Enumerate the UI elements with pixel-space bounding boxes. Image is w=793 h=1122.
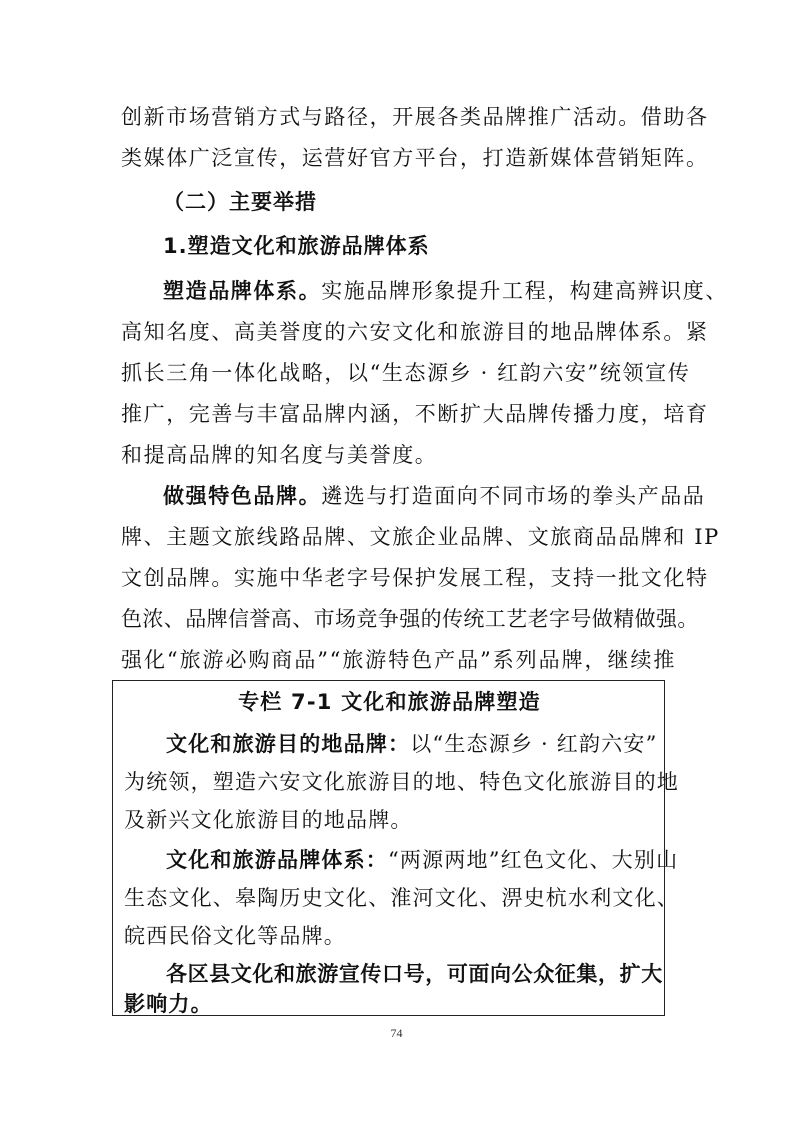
box-line: 及新兴文化旅游目的地品牌。 — [124, 808, 413, 832]
feature-column-box — [112, 680, 679, 1016]
body-line: 色浓、品牌信誉高、市场竞争强的传统工艺老字号做精做强。 — [121, 607, 699, 631]
paragraph-text: 实施品牌形象提升工程，构建高辨识度、 — [321, 279, 729, 303]
body-line: 高知名度、高美誉度的六安文化和旅游目的地品牌体系。紧 — [121, 320, 709, 344]
box-bold-line: 影响力。 — [124, 992, 213, 1016]
box-title: 专栏 7-1 文化和旅游品牌塑造 — [238, 690, 541, 714]
body-line: 和提高品牌的知名度与美誉度。 — [121, 443, 438, 467]
paragraph-first-line — [121, 483, 706, 509]
paragraph-lead: 塑造品牌体系。 — [163, 279, 322, 303]
box-line: 皖西民俗文化等品牌。 — [124, 924, 346, 948]
box-item-text: 以“生态源乡 · 红韵六安” — [410, 732, 658, 756]
section-heading: （二）主要举措 — [163, 190, 317, 214]
box-bold-line: 各区县文化和旅游宣传口号，可面向公众征集，扩大 — [166, 962, 663, 986]
box-item-first-line — [124, 731, 658, 757]
body-line: 文创品牌。实施中华老字号保护发展工程，支持一批文化特 — [121, 566, 709, 590]
box-line: 为统领，塑造六安文化旅游目的地、特色文化旅游目的地 — [124, 770, 679, 794]
page-number: 74 — [390, 1026, 403, 1040]
paragraph-lead: 做强特色品牌。 — [163, 484, 322, 508]
body-line: 抓长三角一体化战略，以“生态源乡 · 红韵六安”统领宣传 — [121, 361, 691, 385]
paragraph-text: 遴选与打造面向不同市场的拳头产品品 — [321, 484, 706, 508]
body-line: 牌、主题文旅线路品牌、文旅企业品牌、文旅商品品牌和 IP — [121, 525, 720, 549]
body-line: 创新市场营销方式与路径，开展各类品牌推广活动。借助各 — [121, 105, 709, 129]
box-item-lead: 文化和旅游品牌体系： — [166, 848, 388, 872]
body-line: 推广，完善与丰富品牌内涵，不断扩大品牌传播力度，培育 — [121, 402, 709, 426]
box-item-lead: 文化和旅游目的地品牌： — [166, 732, 411, 756]
subsection-heading: 1.塑造文化和旅游品牌体系 — [163, 234, 430, 258]
paragraph-first-line — [121, 278, 729, 304]
body-line: 类媒体广泛宣传，运营好官方平台，打造新媒体营销矩阵。 — [121, 146, 709, 170]
body-line: 强化“旅游必购商品”“旅游特色产品”系列品牌，继续推 — [121, 648, 676, 672]
box-item-first-line — [124, 847, 679, 873]
box-item-text: “两源两地”红色文化、大别山 — [388, 848, 679, 872]
box-line: 生态文化、皋陶历史文化、淮河文化、淠史杭水利文化、 — [124, 886, 679, 910]
